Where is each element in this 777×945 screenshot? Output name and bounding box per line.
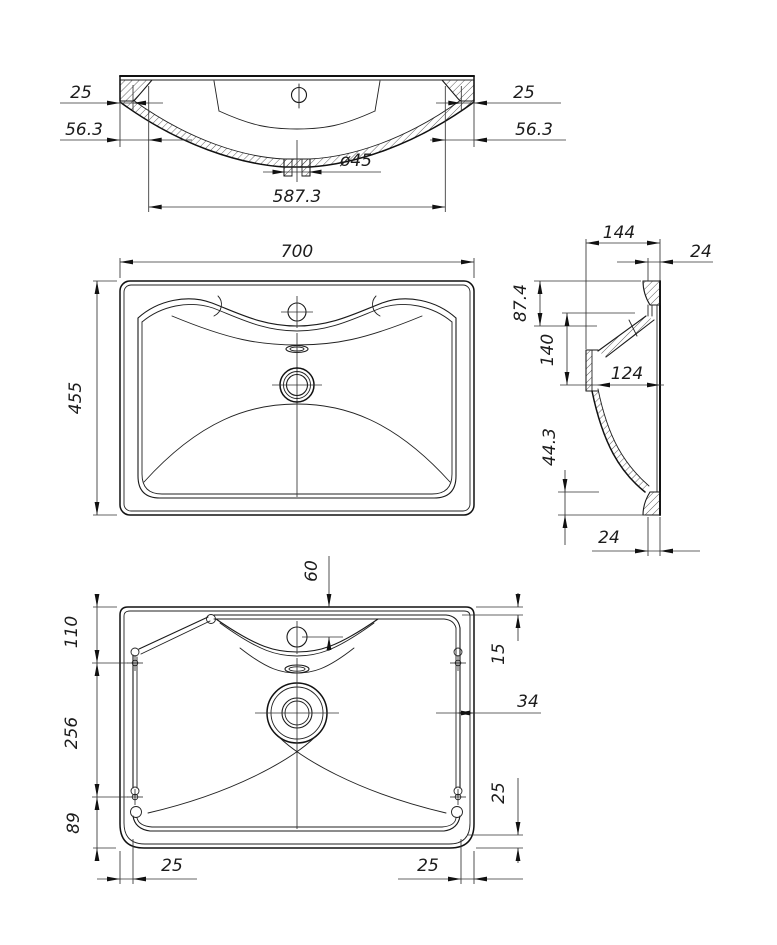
dim-side-rim-bottom [592,517,700,556]
dim-label-side-bowl-bottom: 44.3 [540,428,560,466]
mounting-hole-bottom-left [127,789,143,805]
dim-label-side-rim-top: 24 [690,242,712,262]
dim-label-front-inset-left: 56.3 [65,120,103,140]
dim-label-side-drain-top: 124 [610,364,644,384]
dim-label-side-height: 144 [602,223,636,243]
dim-label-side-deck: 87.4 [511,284,531,322]
dim-label-bottom-wall-bl: 25 [161,856,183,876]
dim-side-rim-top [617,242,713,281]
dim-front-span [149,187,446,209]
dim-bottom-skirt-top [462,593,523,665]
dim-label-front-rim-left: 25 [70,83,92,103]
dim-label-side-faucet-drain: 140 [538,333,558,367]
dim-label-plan-width: 700 [280,242,314,262]
side-rim-bottom-hatch [643,492,660,515]
side-rim-top-hatch [643,281,660,305]
dim-side-bowl-bottom [540,428,646,545]
dim-label-front-drain-dia: ø45 [339,151,373,171]
bottom-faucet-hole-icon [287,621,307,654]
mounting-hole-top-right [450,655,466,671]
front-section-view [60,76,566,212]
dim-bottom-left-chain [62,594,128,861]
dim-bottom-wall-right [436,692,541,715]
dim-bottom-wall-bl [97,839,197,884]
dim-label-bottom-bottom-seg: 89 [64,812,84,834]
dim-label-plan-depth: 455 [66,381,86,415]
faucet-hole-icon [292,84,307,108]
front-drain-stub [284,140,310,182]
plan-faucet-hole-icon [281,296,313,328]
mounting-hole-top-left [127,655,143,671]
side-section-view [511,223,713,556]
dim-plan-depth [66,281,117,515]
dim-label-bottom-mid-seg: 256 [62,716,82,750]
dim-bottom-faucet [302,556,343,651]
dim-label-bottom-wall-right: 34 [517,692,539,712]
dim-label-bottom-top-seg: 110 [62,615,82,649]
dim-label-bottom-wall-br: 25 [417,856,439,876]
side-deck-hatch [598,316,654,357]
dim-label-front-rim-right: 25 [513,83,535,103]
dim-label-side-rim-bottom: 24 [598,528,620,548]
dim-side-deck [511,281,641,326]
mounting-hole-bottom-right [450,789,466,805]
dim-label-bottom-skirt-top: 15 [489,643,509,665]
dim-side-drain-top [560,364,664,387]
bottom-plan-view [62,556,541,884]
dim-bottom-skirt-bottom [468,778,523,863]
mounting-hole-markers [127,655,466,805]
dim-label-bottom-skirt-bottom: 25 [489,782,509,804]
dim-label-front-inset-right: 56.3 [515,120,553,140]
dim-label-bottom-faucet: 60 [302,560,322,582]
dim-label-front-span: 587.3 [272,187,322,207]
dim-plan-width [120,242,474,278]
side-bowl-hatch [592,389,649,492]
top-plan-view [66,242,474,515]
